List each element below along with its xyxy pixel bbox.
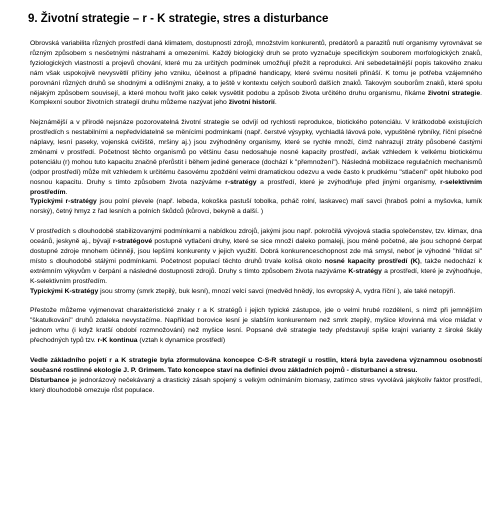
- term-r-selective-environment: r-selektivním prostředím: [30, 178, 483, 196]
- paragraph-life-strategies: Obrovská variabilita různých prostředí daná klimatem, dostupností zdrojů, množstvím konkurentů, predátorů a parazitů nutí organismy vyrovnávat se různým způsobem s nesčetnými nástrahami a omezeními. Každý biologický druh se proto vyznačuje specifickým souborem morfologických znaků, fyziologických vlastností a projevů chování, které mu za určitých podmínek umožňují přežít a reprodukci. Ani sebedetailnější popis takového znaku nám však uspokojivě nevysvětlí příčiny jeho vzniku, účelnost a případné handicapy, které svému nositeli přináší. K tomu je potřeba vzájemného porovnání různých druhů se shodnými a odlišnými znaky, a to ještě v kontextu celých souborů dalších znaků. Takovým souborům znaků, které spolu nějakým způsobem souvisejí, a které mohou tvořit jako celek vysvětlit podobu a způsob života určitého druhu organismu, říkáme životní strategie. Komplexní soubor životních strategií druhu můžeme nazývat jeho životní historií.: [30, 40, 482, 107]
- term-r-k-continuum: r-K kontinua: [97, 337, 138, 345]
- term-r-strategists: r-stratégy: [225, 178, 257, 186]
- term-life-strategy: životní strategie: [427, 89, 481, 97]
- term-k-strategists: K-stratégy: [348, 267, 382, 275]
- term-typical-k-strategists: Typickými K-stratégy: [30, 287, 99, 295]
- paragraph-csr-strategy: Vedle základního pojetí r a K strategie byla zformulována koncepce C-S-R strategií u rostlin, která byla zavedena významnou osobností současné rostlinné ekologie J. P. Grimem. Tato koncepce staví na definici dvou základních pojmů - disturbanci a stresu.: [30, 356, 482, 374]
- term-r-strategists-2: r-stratégové: [112, 238, 153, 246]
- paragraph-k-strategy: V prostředích s dlouhodobě stabilizovanými podmínkami a nabídkou zdrojů, jakými jsou např. pokročilá vývojová stadia společenstev, tzv. klimax, dna oceánů, jeskyně aj., bývají r-stratégové postupně vytlačeni druhy, které se sice množí daleko pomaleji, jsou méně početné, ale jsou schopné čerpat dostupné zdroje mnohem účinněji, jsou lepšími konkurenty v jejich využití. Dobrá konkurenceschopnost zde má smysl, neboť je výhodné "hlídat si" místo s dlouhodobě stálými podmínkami. Početnost populací těchto druhů trvale kolísá okolo nosné kapacity prostředí (K), takže nedochází k extrémním výkyvům v čerpání a následné dostupnosti zdrojů. Druhy s tímto způsobem života nazýváme K-stratégy a prostředí, které je zvýhodňuje, K-selektivním prostředím.: [30, 228, 482, 285]
- paragraph-r-examples: Typickými r-stratégy jsou polní plevele (např. lebeda, kokoška pastuší tobolka, pcháč rolní, laskavec) malí savci (hraboš polní a myšovka, lumík norský), četný hmyz z řad lesních a polních škůdců (kůrovci, bekyně a další. ): [30, 198, 482, 216]
- term-disturbance-and-stress: disturbanci a stresu: [350, 366, 416, 374]
- term-typical-r-strategists: Typickými r-stratégy: [30, 198, 97, 206]
- term-disturbance: Disturbance: [30, 376, 70, 384]
- document-body: [30, 39, 482, 405]
- term-carrying-capacity: nosné kapacity prostředí (K): [324, 257, 420, 265]
- term-life-history: životní historií: [228, 99, 275, 107]
- paragraph-disturbance-definition: Disturbance je jednorázový nečekávaný a drastický zásah spojený s velkým odnímáním biomasy, zatímco stres vyvolává jakýkoliv faktor prostředí, který dlouhodobě omezuje růst populace.: [30, 376, 482, 394]
- page-title: 9. Životní strategie – r - K strategie, stres a disturbance: [28, 13, 329, 25]
- paragraph-k-examples: Typickými K-stratégy jsou stromy (smrk ztepilý, buk lesní), mnozí velcí savci (medvěd hnědý, los evropský A, vydra říční ), ale také netopýři.: [30, 287, 456, 295]
- paragraph-r-k-continuum: Přestože můžeme vyjmenovat charakteristické znaky r a K stratégů i jejich typické zástupce, jde o velmi hrubé rozdělení, s nímž při jemnějším "škatulkování" druhů zdaleka nevystačíme. Například borovice lesní je slabším konkurentem než smrk ztepilý, myšice křovinná má více mláďat v jednom vrhu (i když kratší období rozmnožování) než myšice lesní. Popsané dvě strategie tedy představují spíše krajní varianty z široké škály přechodných typů tzv. r-K kontinua (vztah k dynamice prostředí): [30, 307, 482, 345]
- paragraph-r-strategy: Nejznámější a v přírodě nejsnáze pozorovatelná životní strategie se odvíjí od rychlosti reprodukce, biotického potenciálu. V krátkodobě existujících prostředích s nestabilními a nepředvídatelně se měnícími podmínkami (např. čerstvé výsypky, vychladlá lávová pole, vypuštěné rybníky, říční písečné náplavy, lesní paseky, vojenská cvičiště, mršiny aj.) jsou zvýhodněny organismy, které se rychle množí, čímž nahrazují ztráty působené častými změnami v prostředí. Početnost těchto organismů po většinu času nedosahuje nosné kapacity prostředí, avšak vzhledem k velkému biotickému potenciálu (r) mohou tuto kapacitu značně přerůstit i během jediné generace (dochází k "přemnožení"). Následná mobilizace regulačních mechanismů (odpor prostředí) může mít vzhledem k určitému časovému zpoždění velmi dramatickou odezvu a vede často k prudkému "stlačení" opět hluboko pod nosnou kapacitu. Druhy s tímto způsobem života nazýváme r-stratégy a prostředí, které je zvýhodňuje před jinými organismy, r-selektivním prostředím.: [30, 119, 483, 196]
- term-csr-strategies: C-S-R strategií u rostlin: [257, 356, 336, 364]
